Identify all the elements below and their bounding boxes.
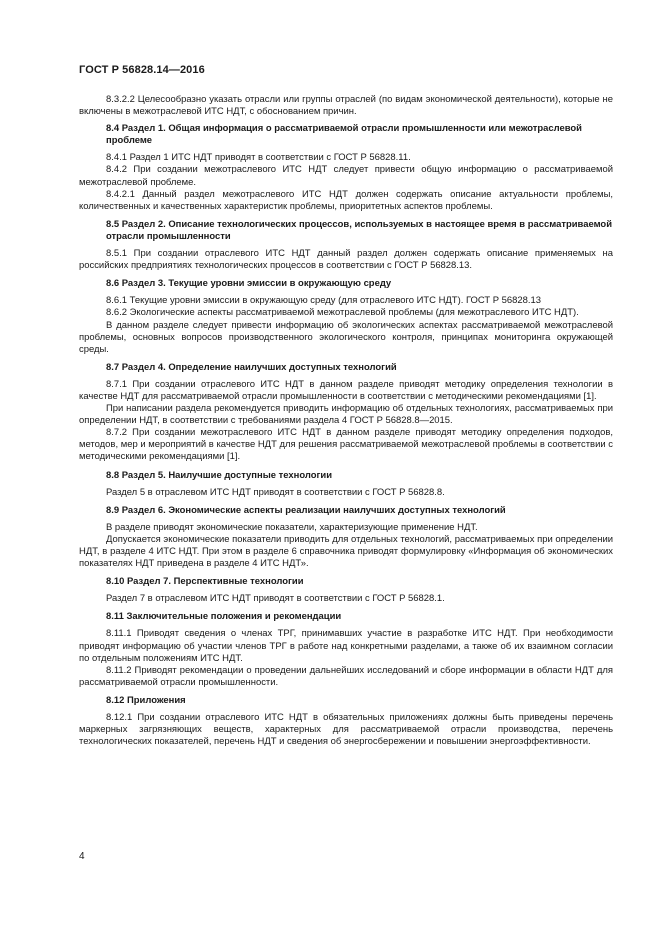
paragraph-8-10: Раздел 7 в отраслевом ИТС НДТ приводят в соответствии с ГОСТ Р 56828.1. — [106, 593, 445, 605]
paragraph-8-6-2: 8.6.2 Экологические аспекты рассматриваемой межотраслевой проблемы (для межотраслевого ИТС НДТ). — [106, 307, 579, 319]
heading-8-5: 8.5 Раздел 2. Описание технологических процессов, используемых в настоящее время в рассматриваемой отрасли промышленности — [106, 218, 612, 242]
paragraph-8-9-b: Допускается экономические показатели приводить для отдельных технологий, рассматриваемых при определении НДТ, в разделе 4 ИТС НДТ. При этом в разделе 6 справочника приводят формулировку «Информация об экономических показателях НДТ приведена в разделе 4 ИТС НДТ». — [79, 533, 613, 570]
paragraph-8-11-1: 8.11.1 Приводят сведения о членах ТРГ, принимавших участие в разработке ИТС НДТ. При необходимости приводят информацию об участии членов ТРГ в работе над конкретными разделами, а также об их взаимном согласии по отдельным положениям ИТС НДТ. — [79, 628, 613, 664]
paragraph-8-4-2: 8.4.2 При создании межотраслевого ИТС НДТ следует привести общую информацию о рассматриваемой межотраслевой проблеме. — [79, 164, 613, 188]
paragraph-8-4-1: 8.4.1 Раздел 1 ИТС НДТ приводят в соответствии с ГОСТ Р 56828.11. — [106, 152, 411, 164]
heading-8-7: 8.7 Раздел 4. Определение наилучших доступных технологий — [106, 361, 397, 373]
page-number: 4 — [79, 851, 85, 862]
document-body — [79, 94, 613, 748]
paragraph-8-12-1: 8.12.1 При создании отраслевого ИТС НДТ в обязательных приложениях должны быть приведены перечень маркерных загрязняющих веществ, характерных для рассматриваемой отрасли производства, перечень технологических показателей, перечень НДТ и сведения об энергосбережении и повышении энергоэффективности. — [79, 712, 613, 748]
paragraph-8-3-2-2: 8.3.2.2 Целесообразно указать отрасли или группы отраслей (по видам экономической деятельности), которые не включены в межотраслевой ИТС НДТ, с обоснованием причин. — [79, 94, 613, 118]
heading-8-6: 8.6 Раздел 3. Текущие уровни эмиссии в окружающую среду — [106, 278, 392, 290]
heading-8-12: 8.12 Приложения — [106, 694, 186, 706]
paragraph-8-7-1-detail: При написании раздела рекомендуется приводить информацию об отдельных технологиях, рассматриваемых при определении НДТ, в соответствии с требованиями раздела 4 ГОСТ Р 56828.8—2015. — [79, 403, 613, 427]
heading-8-10: 8.10 Раздел 7. Перспективные технологии — [106, 576, 304, 588]
paragraph-8-5-1: 8.5.1 При создании отраслевого ИТС НДТ данный раздел должен содержать описание применяемых на российских предприятиях технологических процессов в соответствии с ГОСТ Р 56828.13. — [79, 248, 613, 272]
paragraph-8-9-a: В разделе приводят экономические показатели, характеризующие применение НДТ. — [106, 521, 478, 533]
paragraph-8-4-2-1: 8.4.2.1 Данный раздел межотраслевого ИТС НДТ должен содержать описание актуальности проблемы, количественных и качественных характеристик проблемы, приоритетных аспектов проблемы. — [79, 188, 613, 212]
paragraph-8-6-2-detail: В данном разделе следует привести информацию об экологических аспектах рассматриваемой межотраслевой проблемы, основных вопросов производственного экологического контроля, принципах мониторинга окружающей среды. — [79, 319, 613, 355]
document-code: ГОСТ Р 56828.14—2016 — [79, 64, 205, 76]
paragraph-8-7-1: 8.7.1 При создании отраслевого ИТС НДТ в данном разделе приводят методику определения технологии в качестве НДТ для рассматриваемой отрасли промышленности в соответствии с методическими рекомендациями [1]. — [79, 378, 613, 402]
heading-8-11: 8.11 Заключительные положения и рекомендации — [106, 611, 342, 623]
paragraph-8-11-2: 8.11.2 Приводят рекомендации о проведении дальнейших исследований и сборе информации в области НДТ для рассматриваемой отрасли промышленности. — [79, 664, 613, 688]
heading-8-9: 8.9 Раздел 6. Экономические аспекты реализации наилучших доступных технологий — [106, 504, 506, 516]
heading-8-8: 8.8 Раздел 5. Наилучшие доступные технологии — [106, 469, 333, 481]
paragraph-8-8: Раздел 5 в отраслевом ИТС НДТ приводят в соответствии с ГОСТ Р 56828.8. — [106, 486, 445, 498]
paragraph-8-6-1: 8.6.1 Текущие уровни эмиссии в окружающую среду (для отраслевого ИТС НДТ). ГОСТ Р 56828.13 — [106, 295, 542, 307]
heading-8-4: 8.4 Раздел 1. Общая информация о рассматриваемой отрасли промышленности или межотраслевой проблеме — [106, 123, 582, 147]
paragraph-8-7-2: 8.7.2 При создании межотраслевого ИТС НДТ в данном разделе приводят методику определения подходов, методов, мер и мероприятий в качестве НДТ для решения рассматриваемой межотраслевой проблемы в соответствии с методическими рекомендациями [1]. — [79, 427, 613, 463]
